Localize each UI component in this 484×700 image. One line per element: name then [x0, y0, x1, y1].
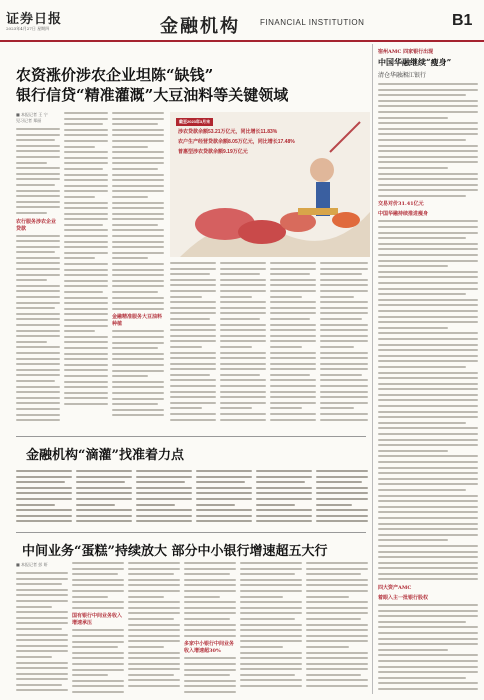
sidebar-subhead-2: 中国华融持续推进瘦身 — [378, 211, 429, 218]
middle-column-1 — [16, 470, 72, 528]
section-name: 金融机构 — [160, 16, 240, 37]
issue-date: 2023年4月27日 星期四 — [6, 26, 50, 31]
bottom-column-6 — [306, 562, 368, 694]
lead-column-4 — [170, 262, 216, 432]
infographic-stat-2: 农户生产经营贷款余额8.05万亿元，同比增长17.48% — [178, 139, 295, 145]
sidebar-subhead-1: 交易对价31.41亿元 — [378, 201, 424, 208]
page-header — [0, 0, 484, 42]
lead-column-2 — [64, 112, 108, 432]
page-number: B1 — [452, 12, 473, 29]
sidebar-story — [378, 48, 478, 694]
bottom-subhead-1: 国有银行中间业务收入增速承压 — [72, 613, 123, 627]
bottom-byline: ■ 本报记者 彭 妍 — [16, 562, 48, 567]
bottom-column-2 — [72, 562, 124, 694]
section-name-english: FINANCIAL INSTITUTION — [260, 18, 365, 27]
infographic-banner: 截至2023年3月末 — [176, 118, 213, 126]
lead-subhead-1: 农行服务涉农企业贷款 — [16, 218, 57, 232]
infographic-stat-3: 普惠型涉农贷款余额9.19万亿元 — [178, 149, 248, 155]
middle-column-3 — [136, 470, 192, 528]
infographic-stat-1: 涉农贷款余额53.21万亿元，同比增长11.83% — [178, 129, 278, 135]
sidebar-headline-line1: 中国华融继续“瘦身” — [378, 57, 452, 67]
middle-column-5 — [256, 470, 312, 528]
lead-headline-line2: 银行信贷“精准灌溉”大豆油料等关键领域 — [16, 86, 289, 104]
byline: ■ 本报记者 王 宁 见习记者 郑丽 — [16, 112, 48, 123]
lead-column-3 — [112, 112, 164, 432]
middle-column-6 — [316, 470, 368, 528]
lead-headline-line1: 农资涨价涉农企业坦陈“缺钱” — [16, 66, 214, 84]
lead-column-1 — [16, 112, 60, 432]
sidebar-subhead-4: 着眼入主一批银行股权 — [378, 595, 429, 602]
bottom-story-headline: 中间业务“蛋糕”持续放大 部分中小银行增速超五大行 — [22, 544, 328, 559]
sidebar-subhead-3: 四大资产AMC — [378, 585, 412, 592]
newspaper-masthead: 证券日报 — [6, 12, 63, 27]
lead-subhead-2: 金融精准服务大豆油料种植 — [112, 314, 163, 328]
sidebar-headline-line2: 清仓华融湘江银行 — [378, 72, 427, 79]
bottom-column-4 — [184, 562, 236, 694]
lead-column-5 — [220, 262, 266, 432]
middle-column-4 — [196, 470, 252, 528]
sidebar-tag: 宿州AMC 四家银行出现 — [378, 49, 434, 55]
bottom-column-5 — [240, 562, 302, 694]
bottom-column-1 — [16, 562, 68, 694]
lead-column-6 — [270, 262, 316, 432]
middle-story-headline: 金融机构“滴灌”找准着力点 — [26, 448, 184, 463]
story-divider-2 — [16, 532, 366, 533]
lead-column-7 — [320, 262, 368, 432]
story-divider-1 — [16, 436, 366, 437]
middle-column-2 — [76, 470, 132, 528]
bottom-subhead-2: 多家中小银行中间业务收入增速超30% — [184, 641, 235, 655]
bottom-column-3 — [128, 562, 180, 694]
sidebar-divider — [372, 44, 373, 694]
